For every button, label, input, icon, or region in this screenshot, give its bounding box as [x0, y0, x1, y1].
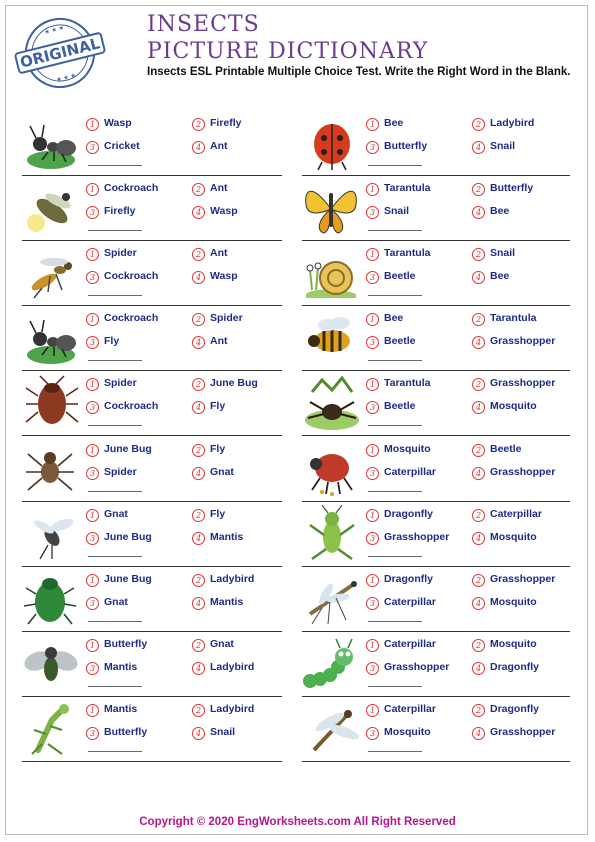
option-label[interactable]: Gnat	[210, 466, 234, 478]
option-number: 3	[366, 467, 379, 480]
option-number: 2	[192, 704, 205, 717]
option-number: 4	[192, 336, 205, 349]
row-divider	[302, 501, 570, 502]
option-number: 2	[192, 444, 205, 457]
option-label[interactable]: Mantis	[104, 703, 138, 715]
option-number: 1	[366, 639, 379, 652]
option-number: 2	[192, 574, 205, 587]
option-number: 4	[472, 336, 485, 349]
option-label[interactable]: Dragonfly	[490, 661, 540, 673]
row-divider	[302, 435, 570, 436]
option-number: 1	[366, 574, 379, 587]
option-label[interactable]: June Bug	[104, 531, 152, 543]
answer-blank[interactable]	[368, 686, 422, 687]
option-number: 2	[472, 378, 485, 391]
option-label[interactable]: Firefly	[210, 117, 242, 129]
option-label[interactable]: Ladybird	[210, 703, 255, 715]
option-label[interactable]: Ant	[210, 182, 228, 194]
option-label[interactable]: Gnat	[104, 508, 128, 520]
option-number: 3	[366, 401, 379, 414]
option-number: 2	[192, 313, 205, 326]
option-label[interactable]: Ladybird	[210, 573, 255, 585]
option-label[interactable]: June Bug	[104, 443, 152, 455]
option-number: 4	[472, 532, 485, 545]
option-label[interactable]: Ant	[210, 247, 228, 259]
spider-picture	[22, 440, 80, 498]
answer-blank[interactable]	[368, 425, 422, 426]
row-divider	[22, 175, 282, 176]
option-label[interactable]: Mantis	[104, 661, 138, 673]
option-label[interactable]: Butterfly	[104, 726, 148, 738]
option-label[interactable]: Mosquito	[490, 531, 537, 543]
right-question-10	[302, 698, 562, 762]
option-number: 2	[472, 118, 485, 131]
option-number: 4	[192, 141, 205, 154]
option-label[interactable]: Grasshopper	[384, 661, 450, 673]
option-label[interactable]: Caterpillar	[384, 596, 436, 608]
option-number: 4	[192, 662, 205, 675]
row-divider	[22, 240, 282, 241]
option-number: 3	[366, 727, 379, 740]
row-divider	[22, 370, 282, 371]
option-number: 1	[86, 378, 99, 391]
option-number: 4	[472, 141, 485, 154]
row-divider	[302, 631, 570, 632]
option-number: 3	[366, 336, 379, 349]
option-number: 3	[86, 727, 99, 740]
right-question-3	[302, 242, 562, 306]
grasshopper-picture	[302, 505, 360, 563]
option-label[interactable]: Dragonfly	[490, 703, 540, 715]
row-divider	[302, 566, 570, 567]
option-number: 1	[366, 248, 379, 261]
option-label[interactable]: Snail	[490, 247, 516, 259]
right-question-1	[302, 112, 562, 176]
option-label[interactable]: Gnat	[210, 638, 234, 650]
option-number: 2	[472, 313, 485, 326]
option-label[interactable]: Grasshopper	[490, 377, 556, 389]
option-label[interactable]: Spider	[104, 377, 137, 389]
option-number: 1	[86, 704, 99, 717]
option-number: 4	[192, 532, 205, 545]
option-label[interactable]: Mantis	[210, 596, 244, 608]
option-number: 3	[86, 401, 99, 414]
option-number: 3	[366, 532, 379, 545]
left-question-4	[22, 307, 282, 371]
option-label[interactable]: Grasshopper	[384, 531, 450, 543]
option-label[interactable]: Beetle	[384, 400, 416, 412]
option-number: 4	[472, 271, 485, 284]
option-label[interactable]: Butterfly	[384, 140, 428, 152]
option-number: 2	[472, 704, 485, 717]
row-divider	[22, 696, 282, 697]
option-label[interactable]: Mosquito	[384, 726, 431, 738]
option-number: 2	[472, 574, 485, 587]
option-number: 3	[86, 271, 99, 284]
option-number: 1	[86, 313, 99, 326]
left-question-1	[22, 112, 282, 176]
row-divider	[22, 566, 282, 567]
option-label[interactable]: Mosquito	[490, 638, 537, 650]
option-label[interactable]: Spider	[104, 247, 137, 259]
option-label[interactable]: Ant	[210, 335, 228, 347]
row-divider	[302, 696, 570, 697]
svg-text:★ ★ ★: ★ ★ ★	[55, 71, 77, 84]
gnat-picture	[22, 505, 80, 563]
left-question-5	[22, 372, 282, 436]
right-question-5	[302, 372, 562, 436]
option-number: 3	[86, 336, 99, 349]
option-label[interactable]: Caterpillar	[384, 466, 436, 478]
row-divider	[22, 761, 282, 762]
option-number: 3	[366, 597, 379, 610]
original-stamp	[12, 14, 108, 92]
right-question-9	[302, 633, 562, 697]
tarantula-picture	[302, 374, 360, 432]
option-label[interactable]: Snail	[490, 140, 516, 152]
option-number: 1	[366, 183, 379, 196]
option-number: 3	[86, 467, 99, 480]
answer-blank[interactable]	[88, 491, 142, 492]
option-number: 1	[366, 444, 379, 457]
ladybird-picture	[302, 114, 360, 172]
option-number: 4	[192, 467, 205, 480]
option-label[interactable]: Bee	[384, 312, 404, 324]
svg-text:ORIGINAL: ORIGINAL	[18, 34, 102, 72]
left-question-7	[22, 503, 282, 567]
right-question-8	[302, 568, 562, 632]
option-label[interactable]: Fly	[210, 400, 226, 412]
row-divider	[302, 305, 570, 306]
option-number: 3	[366, 662, 379, 675]
butterfly-picture	[302, 179, 360, 237]
option-number: 1	[366, 118, 379, 131]
option-number: 4	[472, 662, 485, 675]
option-number: 3	[86, 206, 99, 219]
option-label[interactable]: Tarantula	[384, 247, 431, 259]
answer-blank[interactable]	[88, 295, 142, 296]
snail-picture	[302, 244, 360, 302]
row-divider	[22, 631, 282, 632]
row-divider	[302, 761, 570, 762]
right-question-6	[302, 438, 562, 502]
option-label[interactable]: Butterfly	[490, 182, 534, 194]
option-number: 2	[192, 378, 205, 391]
answer-blank[interactable]	[368, 165, 422, 166]
option-label[interactable]: Snail	[210, 726, 236, 738]
option-label[interactable]: Grasshopper	[490, 335, 556, 347]
option-label[interactable]: Dragonfly	[384, 508, 434, 520]
beetle-picture	[302, 440, 360, 498]
option-label[interactable]: Tarantula	[490, 312, 537, 324]
left-question-2	[22, 177, 282, 241]
option-number: 2	[472, 444, 485, 457]
option-number: 3	[86, 532, 99, 545]
option-label[interactable]: Tarantula	[384, 182, 431, 194]
option-label[interactable]: Grasshopper	[490, 726, 556, 738]
answer-blank[interactable]	[368, 295, 422, 296]
fly-picture	[22, 635, 80, 693]
option-number: 1	[86, 183, 99, 196]
mosquito-picture	[302, 570, 360, 628]
option-number: 2	[192, 639, 205, 652]
option-number: 4	[472, 597, 485, 610]
option-number: 3	[86, 141, 99, 154]
answer-blank[interactable]	[88, 230, 142, 231]
ant-picture	[22, 114, 80, 172]
page-title-line1: INSECTS	[147, 12, 260, 37]
option-number: 4	[192, 727, 205, 740]
row-divider	[22, 305, 282, 306]
dragonfly-picture	[302, 700, 360, 758]
left-question-3	[22, 242, 282, 306]
option-label[interactable]: June Bug	[210, 377, 258, 389]
option-number: 1	[366, 313, 379, 326]
option-label[interactable]: Caterpillar	[384, 638, 436, 650]
answer-blank[interactable]	[88, 751, 142, 752]
answer-blank[interactable]	[88, 556, 142, 557]
answer-blank[interactable]	[368, 230, 422, 231]
left-question-10	[22, 698, 282, 762]
option-label[interactable]: Grasshopper	[490, 573, 556, 585]
option-number: 2	[192, 183, 205, 196]
row-divider	[302, 240, 570, 241]
option-number: 4	[192, 401, 205, 414]
option-label[interactable]: Cockroach	[104, 182, 159, 194]
option-label[interactable]: Cockroach	[104, 312, 159, 324]
option-number: 4	[192, 206, 205, 219]
option-number: 2	[192, 248, 205, 261]
option-number: 4	[472, 727, 485, 740]
row-divider	[22, 501, 282, 502]
row-divider	[302, 370, 570, 371]
option-label[interactable]: Fly	[210, 443, 226, 455]
option-number: 4	[472, 206, 485, 219]
option-number: 2	[472, 639, 485, 652]
option-label[interactable]: Beetle	[490, 443, 522, 455]
option-number: 1	[86, 639, 99, 652]
left-question-6	[22, 438, 282, 502]
option-label[interactable]: Mosquito	[490, 400, 537, 412]
option-number: 3	[366, 141, 379, 154]
right-question-4	[302, 307, 562, 371]
answer-blank[interactable]	[88, 165, 142, 166]
page-title-line2: PICTURE DICTIONARY	[147, 39, 429, 64]
row-divider	[302, 175, 570, 176]
option-label[interactable]: Firefly	[104, 205, 136, 217]
option-label[interactable]: Bee	[490, 270, 510, 282]
option-label[interactable]: Spider	[104, 466, 137, 478]
option-number: 1	[86, 509, 99, 522]
option-label[interactable]: Caterpillar	[384, 703, 436, 715]
option-label[interactable]: Cricket	[104, 140, 140, 152]
option-label[interactable]: Fly	[210, 508, 226, 520]
option-number: 1	[86, 444, 99, 457]
left-question-8	[22, 568, 282, 632]
answer-blank[interactable]	[88, 621, 142, 622]
option-number: 3	[366, 206, 379, 219]
option-number: 3	[86, 662, 99, 675]
option-label[interactable]: Bee	[490, 205, 510, 217]
option-label[interactable]: Gnat	[104, 596, 128, 608]
right-question-7	[302, 503, 562, 567]
option-label[interactable]: Mosquito	[490, 596, 537, 608]
answer-blank[interactable]	[88, 425, 142, 426]
svg-text:★ ★ ★: ★ ★ ★	[43, 24, 65, 37]
option-label[interactable]: June Bug	[104, 573, 152, 585]
option-label[interactable]: Ladybird	[490, 117, 535, 129]
option-number: 1	[366, 509, 379, 522]
option-number: 1	[86, 574, 99, 587]
answer-blank[interactable]	[368, 556, 422, 557]
instructions: Insects ESL Printable Multiple Choice Test. Write the Right Word in the Blank.	[147, 66, 571, 78]
option-number: 4	[192, 597, 205, 610]
answer-blank[interactable]	[368, 751, 422, 752]
option-label[interactable]: Mosquito	[384, 443, 431, 455]
option-label[interactable]: Beetle	[384, 270, 416, 282]
option-label[interactable]: Snail	[384, 205, 410, 217]
option-number: 4	[472, 401, 485, 414]
option-number: 1	[366, 378, 379, 391]
option-label[interactable]: Mantis	[210, 531, 244, 543]
option-number: 4	[192, 271, 205, 284]
option-label[interactable]: Ladybird	[210, 661, 255, 673]
answer-blank[interactable]	[88, 360, 142, 361]
option-number: 2	[472, 183, 485, 196]
row-divider	[22, 435, 282, 436]
firefly-picture	[22, 179, 80, 237]
option-label[interactable]: Wasp	[104, 117, 132, 129]
option-number: 3	[86, 597, 99, 610]
option-number: 1	[86, 118, 99, 131]
answer-blank[interactable]	[368, 491, 422, 492]
option-label[interactable]: Wasp	[210, 270, 238, 282]
left-question-9	[22, 633, 282, 697]
option-number: 1	[86, 248, 99, 261]
answer-blank[interactable]	[368, 360, 422, 361]
mantis-picture	[22, 700, 80, 758]
option-label[interactable]: Beetle	[384, 335, 416, 347]
wasp-picture	[22, 244, 80, 302]
caterpillar-picture	[302, 635, 360, 693]
option-label[interactable]: Cockroach	[104, 270, 159, 282]
option-number: 2	[472, 509, 485, 522]
option-number: 2	[192, 509, 205, 522]
ant-picture	[22, 309, 80, 367]
option-label[interactable]: Dragonfly	[384, 573, 434, 585]
option-label[interactable]: Caterpillar	[490, 508, 542, 520]
option-label[interactable]: Tarantula	[384, 377, 431, 389]
answer-blank[interactable]	[88, 686, 142, 687]
bee-picture	[302, 309, 360, 367]
option-label[interactable]: Ant	[210, 140, 228, 152]
option-label[interactable]: Bee	[384, 117, 404, 129]
option-number: 4	[472, 467, 485, 480]
copyright-footer: Copyright © 2020 EngWorksheets.com All Right Reserved	[139, 816, 456, 828]
option-label[interactable]: Butterfly	[104, 638, 148, 650]
option-number: 3	[366, 271, 379, 284]
option-label[interactable]: Spider	[210, 312, 243, 324]
right-question-2	[302, 177, 562, 241]
answer-blank[interactable]	[368, 621, 422, 622]
option-number: 2	[192, 118, 205, 131]
option-label[interactable]: Grasshopper	[490, 466, 556, 478]
june-bug-picture	[22, 570, 80, 628]
cockroach-picture	[22, 374, 80, 432]
option-number: 1	[366, 704, 379, 717]
option-label[interactable]: Cockroach	[104, 400, 159, 412]
option-label[interactable]: Wasp	[210, 205, 238, 217]
option-label[interactable]: Fly	[104, 335, 120, 347]
option-number: 2	[472, 248, 485, 261]
